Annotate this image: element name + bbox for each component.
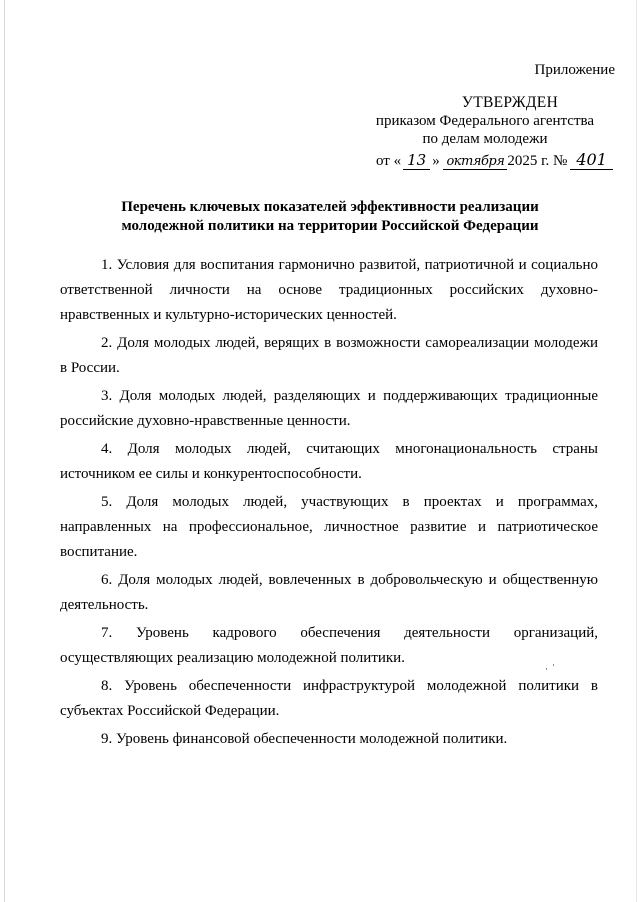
order-quote-close: » — [432, 153, 440, 169]
scan-edge-right — [636, 0, 637, 902]
approved-heading: УТВЕРЖДЕН — [461, 94, 559, 111]
scan-edge-left — [4, 0, 5, 902]
order-date-number — [376, 150, 613, 170]
handwritten-day: 13 — [403, 151, 430, 170]
scan-speck — [546, 668, 547, 670]
list-item: 7. Уровень кадрового обеспечения деятельности организаций, осуществляющих реализацию молодежной политики. — [60, 625, 598, 666]
order-year: 2025 г. № — [507, 153, 568, 169]
list-item: 1. Условия для воспитания гармонично развитой, патриотичной и социально ответственной личности на основе традиционных российских духовно-нравственных и культурно-исторических ценностей. — [60, 257, 598, 323]
list-item: 2. Доля молодых людей, верящих в возможности самореализации молодежи в России. — [60, 335, 598, 376]
handwritten-order-number: 401 — [570, 150, 613, 170]
list-item: 3. Доля молодых людей, разделяющих и поддерживающих традиционные российские духовно-нравственные ценности. — [60, 388, 598, 429]
approval-block — [360, 94, 610, 148]
title-line-2: молодежной политики на территории Российской Федерации — [121, 218, 539, 234]
document-title — [80, 198, 580, 236]
list-item: 4. Доля молодых людей, считающих многонациональность страны источником ее силы и конкурентоспособности. — [60, 441, 598, 482]
approval-line-2: по делам молодежи — [422, 131, 548, 147]
list-item: 8. Уровень обеспеченности инфраструктурой молодежной политики в субъектах Российской Федерации. — [60, 678, 598, 719]
indicators-list — [60, 253, 598, 755]
list-item: 6. Доля молодых людей, вовлеченных в добровольческую и общественную деятельность. — [60, 572, 598, 613]
title-line-1: Перечень ключевых показателей эффективности реализации — [121, 199, 539, 215]
scan-speck — [553, 664, 554, 666]
handwritten-month: октября — [443, 154, 507, 170]
order-prefix: от « — [376, 153, 402, 169]
appendix-label: Приложение — [534, 62, 615, 78]
list-item: 5. Доля молодых людей, участвующих в проектах и программах, направленных на профессиональное, личностное развитие и патриотическое воспитание. — [60, 494, 598, 560]
approval-line-1: приказом Федерального агентства — [375, 113, 595, 129]
list-item: 9. Уровень финансовой обеспеченности молодежной политики. — [101, 731, 508, 747]
